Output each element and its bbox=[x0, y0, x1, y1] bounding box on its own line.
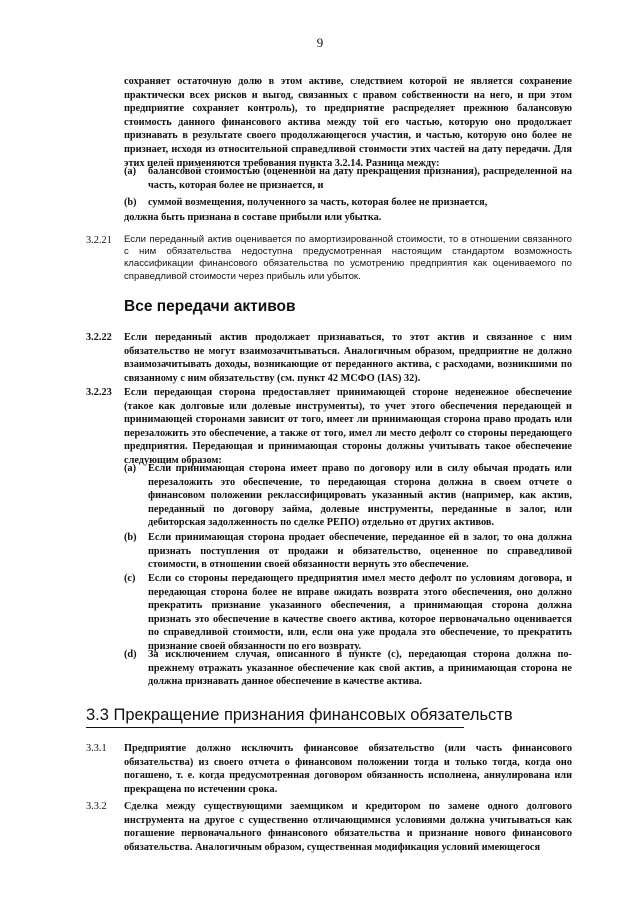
item-marker: (a) bbox=[124, 166, 137, 177]
item-marker: (d) bbox=[124, 649, 137, 660]
collateral-item-d bbox=[124, 648, 572, 689]
intro-paragraph bbox=[124, 75, 572, 170]
paragraph-3-3-1: Предприятие должно исключить финансовое обязательство (или часть финансового обязательства) из своего отчета о финансовом положении тогда и только тогда, когда оно погашено, т. е. когда предусмотренная договором обязанность исполнена, аннулирована или прекращена по истечении срока. bbox=[124, 743, 572, 795]
collateral-item-a bbox=[124, 462, 572, 530]
item-marker: (a) bbox=[124, 463, 137, 474]
item-text: Если принимающая сторона имеет право по договору или в силу обычая продать или перезаложить это обеспечение, то передающая сторона должна в своем отчете о финансовом положении реклассифицировать указанный актив (например, как актив, переданный по договору займа, долевые инструменты, переданные в залог, или дебиторская задолженность по сделке РЕПО) отдельно от других активов. bbox=[148, 463, 572, 529]
collateral-item-c bbox=[124, 572, 572, 654]
heading-underline bbox=[86, 727, 464, 728]
item-marker: (b) bbox=[124, 532, 137, 543]
intro-item-a bbox=[124, 165, 572, 192]
item-text: Если принимающая сторона продает обеспечение, переданное ей в залог, то она должна признать поступления от продажи и обязательство, оцененное по справедливой стоимости, в отношении своей обязанности вернуть это обеспечение. bbox=[148, 532, 572, 571]
paragraph-3-2-23: Если передающая сторона предоставляет принимающей стороне неденежное обеспечение (такое как долговые или долевые инструменты), то учет этого обеспечения передающей и принимающей сторонами зависит от того, имеет ли принимающая сторона право продать или перезаложить это обеспечение, а также от того, имел ли место дефолт со стороны передающего предприятия. Передающая и принимающая стороны должны учитывать такое обеспечение следующим образом: bbox=[124, 387, 572, 466]
chapter-heading: 3.3 Прекращение признания финансовых обязательств bbox=[86, 706, 513, 724]
item-text: За исключением случая, описанного в пункте (c), передающая сторона должна по-прежнему отражать указанное обеспечение как свой актив, а принимающая сторона не должна признавать данное обеспечение в качестве актива. bbox=[148, 649, 572, 688]
paragraph-number: 3.2.22 bbox=[86, 332, 112, 343]
paragraph-number: 3.3.2 bbox=[86, 801, 107, 812]
paragraph-3-2-21: Если переданный актив оценивается по амортизированной стоимости, то в отношении связанного с ним обязательства недоступна предусмотренная настоящим стандартом возможность классификации финансового обязательства по усмотрению предприятия как оцениваемого по справедливой стоимости через прибыль или убыток. bbox=[124, 234, 572, 282]
paragraph-3-2-22: Если переданный актив продолжает признаваться, то этот актив и связанное с ним обязательство не могут взаимозачитываться. Аналогичным образом, предприятие не должно взаимозачитывать доходы, возникающие от переданного актива, с расходами, возникшими по связанному с ним обязательству (см. пункт 42 МСФО (IAS) 32). bbox=[124, 332, 572, 384]
page-number: 9 bbox=[316, 35, 324, 50]
item-marker: (b) bbox=[124, 197, 137, 208]
intro-text: сохраняет остаточную долю в этом активе, следствием которой не является сохранение практически всех рисков и выгод, связанных с правом собственности на него, и при этом предприятие сохраняет контроль), то предприятие распределяет прежнюю балансовую стоимость данного финансового актива между той его частью, которую оно продолжает признавать в результате своего продолжающегося участия, и частью, которую оно более не признает, исходя из относительной справедливой стоимости этих частей на дату передачи. Для этих целей применяются требования пункта 3.2.14. Разница между: bbox=[124, 76, 572, 169]
section-heading: Все передачи активов bbox=[124, 298, 296, 315]
paragraph-number: 3.2.23 bbox=[86, 387, 112, 398]
item-text: суммой возмещения, полученного за часть, которая более не признается, bbox=[148, 197, 488, 208]
intro-item-b bbox=[124, 196, 572, 210]
paragraph-number: 3.3.1 bbox=[86, 743, 107, 754]
item-text: балансовой стоимостью (оцененной на дату прекращения признания), распределенной на часть, которая более не признается, и bbox=[148, 166, 572, 191]
paragraph-number: 3.2.21 bbox=[86, 235, 112, 246]
collateral-item-b bbox=[124, 531, 572, 572]
intro-conclusion: должна быть признана в составе прибыли или убытка. bbox=[124, 212, 382, 223]
item-text: Если со стороны передающего предприятия имел место дефолт по условиям договора, и передающая сторона более не вправе ожидать возврата этого обеспечения, оно должно прекратить признание указанного обеспечения, а принимающая сторона должна признать это обеспечение в качестве своего актива, которое первоначально оценивается по справедливой стоимости, или, если она уже продала это обеспечение, то прекратить признание своей обязанности по его возврату. bbox=[148, 573, 572, 652]
item-marker: (c) bbox=[124, 573, 136, 584]
paragraph-3-3-2: Сделка между существующими заемщиком и кредитором по замене одного долгового инструмента на другое с существенно отличающимися условиями должна учитываться как погашение первоначального финансового обязательства и признание нового финансового обязательства. Аналогичным образом, существенная модификация условий имеющегося bbox=[124, 801, 572, 853]
